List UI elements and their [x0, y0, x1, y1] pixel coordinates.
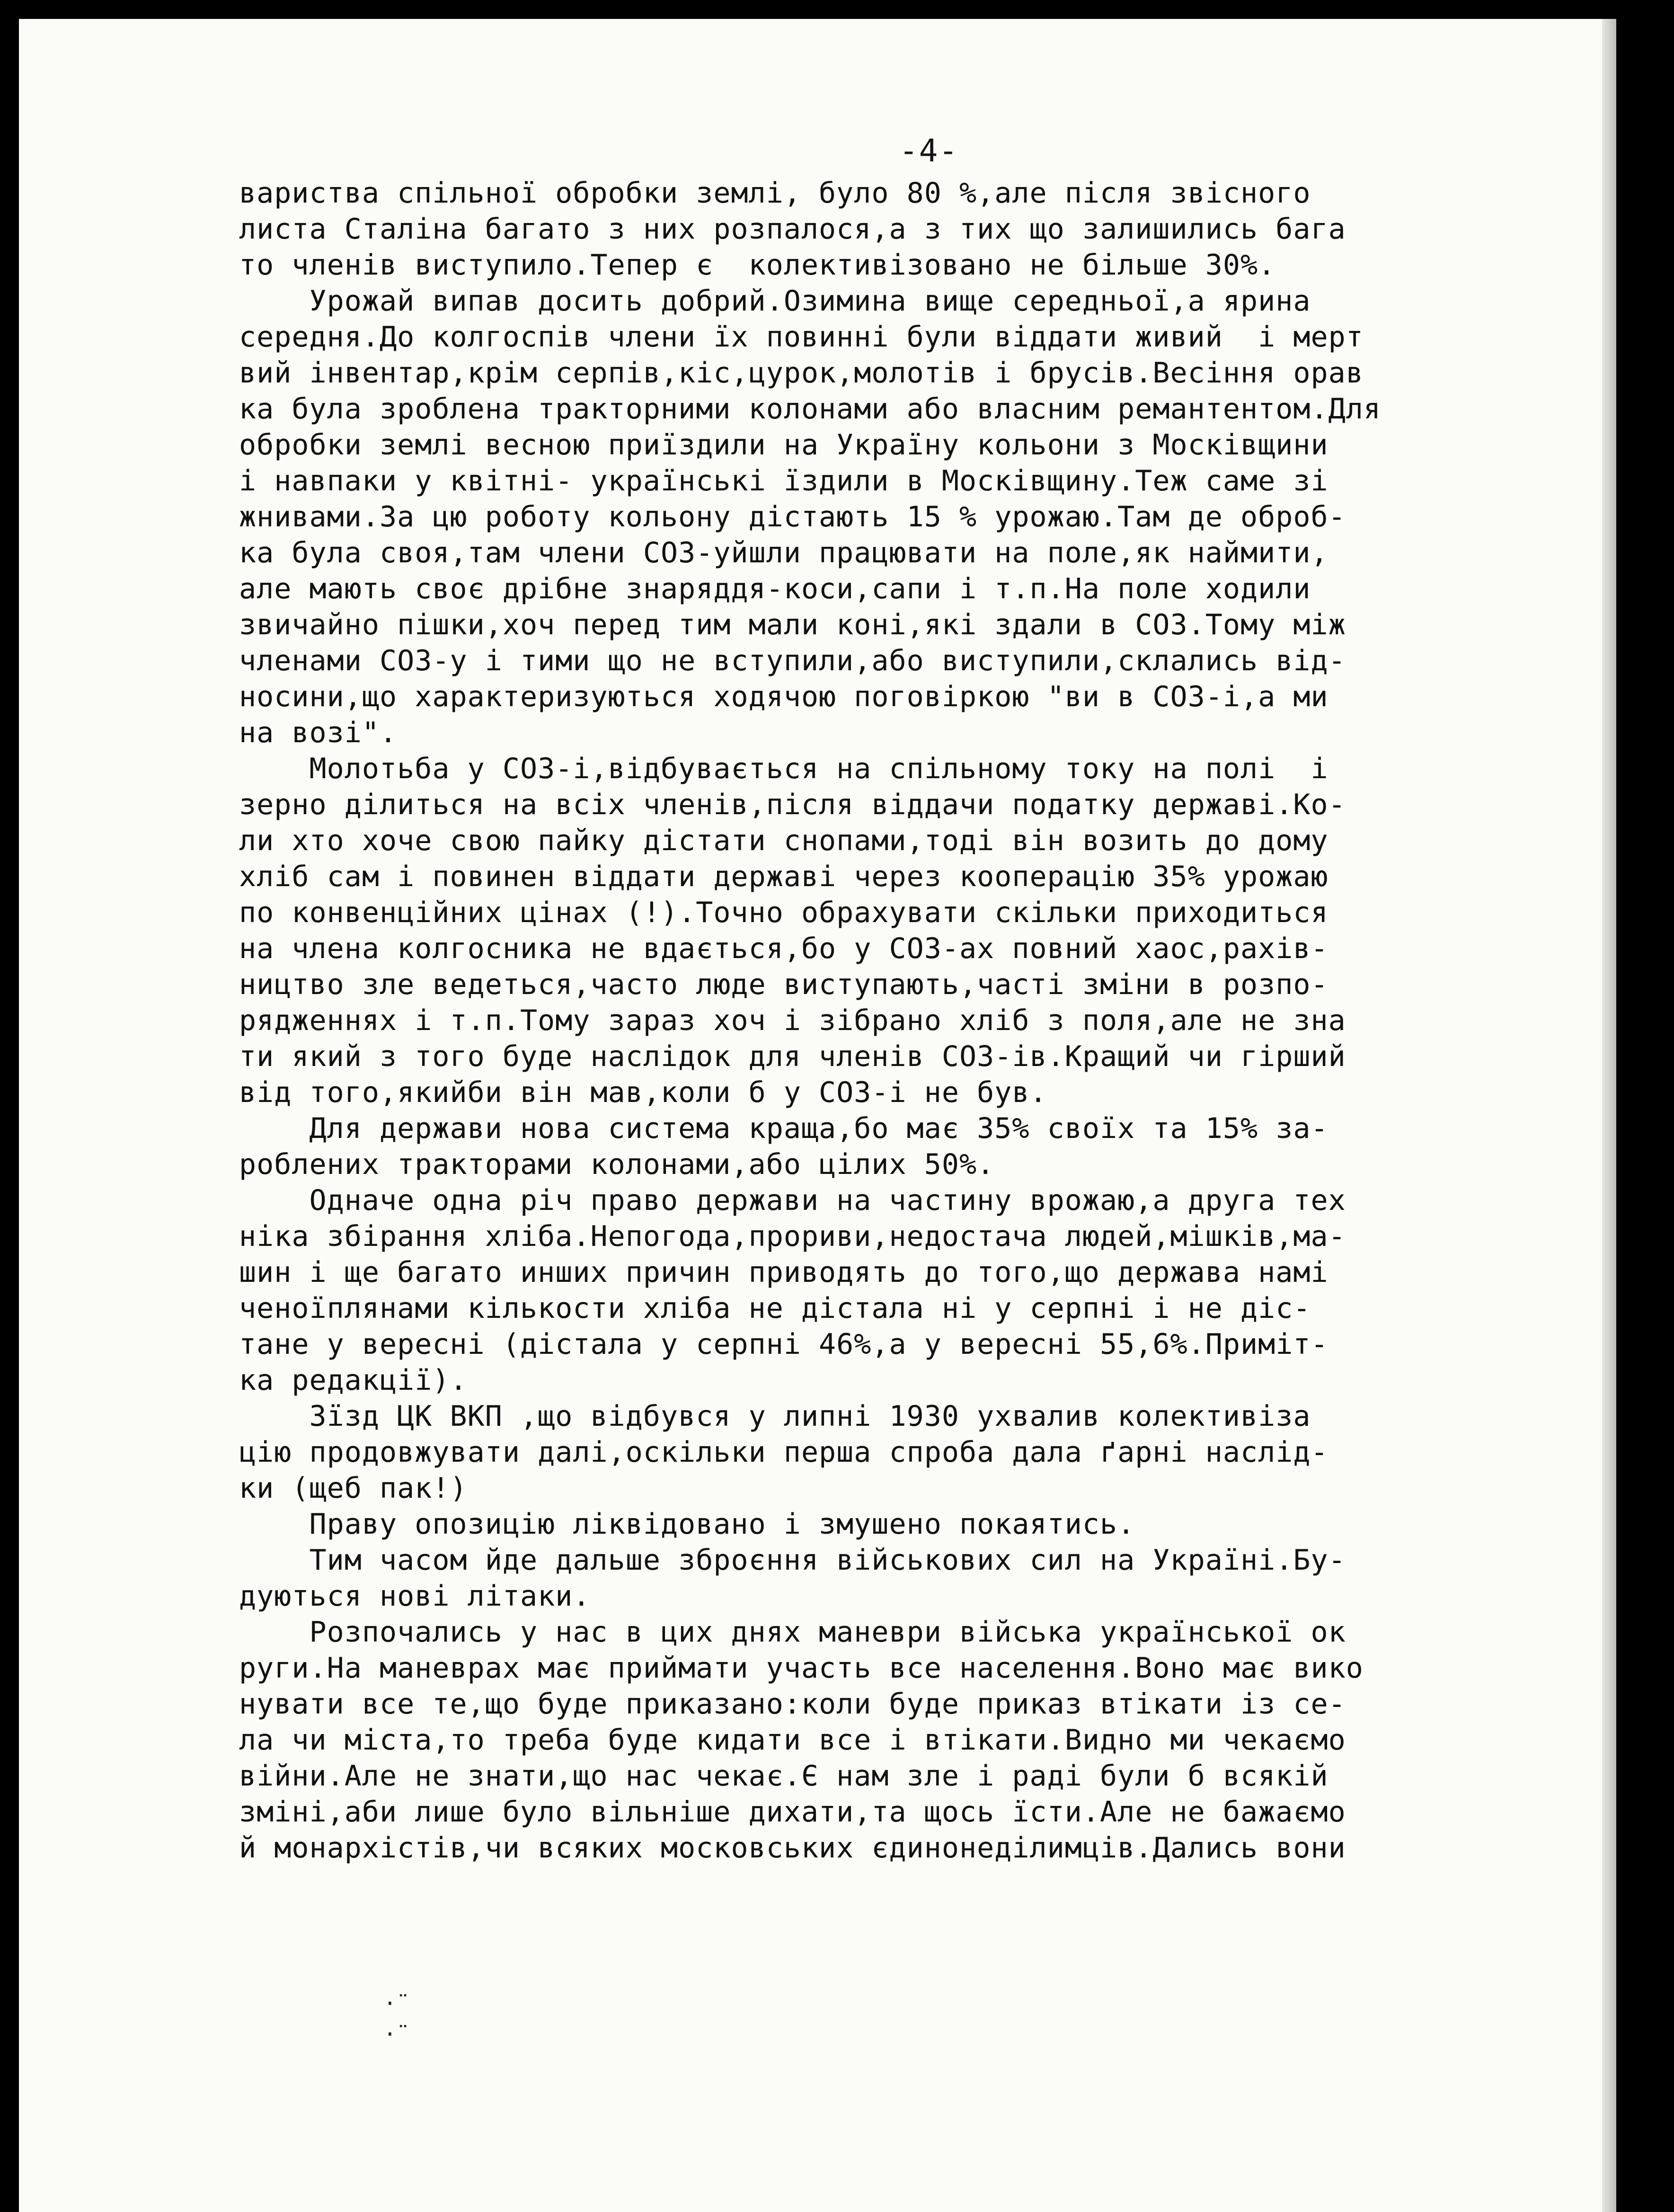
text-line: звичайно пішки,хоч перед тим мали коні,які здали в СОЗ.Тому між: [239, 608, 1346, 641]
text-line: нувати все те,що буде приказано:коли буде приказ втікати із се-: [239, 1688, 1346, 1721]
text-line: й монархістів,чи всяких московських єдинонеділимців.Дались вони: [239, 1831, 1346, 1865]
text-line: листа Сталіна багато з них розпалося,а з тих що залишились бага: [239, 213, 1346, 246]
text-line: середня.До колгоспів члени їх повинні були віддати живий і мерт: [239, 320, 1364, 354]
text-line: від того,якийби він мав,коли б у СОЗ-і не був.: [239, 1076, 1047, 1109]
text-line: дуються нові літаки.: [239, 1580, 591, 1613]
text-line: носини,що характеризуються ходячою поговіркою "ви в СОЗ-і,а ми: [239, 680, 1329, 713]
text-line: ніка збірання хліба.Непогода,прориви,недостача людей,мішків,ма-: [239, 1220, 1346, 1253]
text-line: ли хто хоче свою пайку дістати снопами,тоді він возить до дому: [239, 824, 1329, 857]
text-line: вий інвентар,крім серпів,кіс,цурок,молотів і брусів.Весіння орав: [239, 356, 1364, 390]
text-line: Зїзд ЦК ВКП ,що відбувся у липні 1930 ухвалив колективіза: [239, 1400, 1311, 1433]
text-line: жнивами.За цю роботу кольону дістають 15 % урожаю.Там де оброб-: [239, 500, 1346, 533]
text-line: членами СОЗ-у і тими що не вступили,або виступили,склались від-: [239, 644, 1346, 677]
margin-mark: ·̈: [383, 2021, 397, 2047]
text-line: ки (щеб пак!): [239, 1472, 468, 1505]
text-line: війни.Але не знати,що нас чекає.Є нам зле і раді були б всякій: [239, 1759, 1329, 1793]
text-line: роблених тракторами колонами,або цілих 50%.: [239, 1148, 995, 1181]
text-line: ка була зроблена тракторними колонами або власним ремантентом.Для: [239, 392, 1381, 426]
text-line: ти який з того буде наслідок для членів СОЗ-ів.Кращий чи гірший: [239, 1040, 1346, 1073]
text-line: по конвенційних цінах (!).Точно обрахувати скільки приходиться: [239, 896, 1329, 929]
text-line: обробки землі весною приїздили на Україну кольони з Москівщини: [239, 428, 1329, 462]
text-line: то членів виступило.Тепер є колективізовано не більше 30%.: [239, 249, 1276, 282]
text-line: але мають своє дрібне знаряддя-коси,сапи і т.п.На поле ходили: [239, 572, 1311, 605]
text-line: рядженнях і т.п.Тому зараз хоч і зібрано хліб з поля,але не зна: [239, 1004, 1346, 1037]
scanner-border-top: [0, 0, 1674, 19]
typewritten-text: [239, 175, 1607, 1866]
text-line: на возі".: [239, 716, 398, 749]
text-line: Розпочались у нас в цих днях маневри війська української ок: [239, 1616, 1346, 1649]
text-line: Тим часом йде дальше зброєння військових сил на Україні.Бу-: [239, 1544, 1346, 1577]
text-line: Урожай випав досить добрий.Озимина вище середньої,а ярина: [239, 284, 1311, 318]
text-line: Праву опозицію ліквідовано і змушено покаятись.: [239, 1508, 1135, 1541]
text-line: ка була своя,там члени СОЗ-уйшли працювати на поле,як наймити,: [239, 536, 1329, 569]
text-line: зерно ділиться на всіх членів,після віддачи податку державі.Ко-: [239, 788, 1346, 821]
text-line: на члена колгосника не вдається,бо у СОЗ-ах повний хаос,рахів-: [239, 932, 1329, 965]
text-line: ництво зле ведеться,часто люде виступають,часті зміни в розпо-: [239, 968, 1329, 1001]
text-line: Молотьба у СОЗ-і,відбувається на спільному току на полі і: [239, 752, 1329, 785]
text-line: ка редакції).: [239, 1364, 468, 1397]
scanner-border-right: [1616, 0, 1674, 2212]
scanner-border-left: [0, 0, 19, 2212]
text-line: руги.На маневрах має приймати участь все населення.Воно має вико: [239, 1652, 1364, 1685]
text-line: хліб сам і повинен віддати державі через кооперацію 35% урожаю: [239, 860, 1329, 893]
text-line: вариства спільної обробки землі, було 80 %,але після звісного: [239, 177, 1311, 210]
text-line: цію продовжувати далі,оскільки перша спроба дала ґарні наслід-: [239, 1436, 1329, 1469]
text-line: ченоїплянами кількости хліба не дістала ні у серпні і не діс-: [239, 1292, 1311, 1325]
text-line: Для держави нова система краща,бо має 35% своїх та 15% за-: [239, 1112, 1329, 1145]
text-line: зміні,аби лише було вільніше дихати,та щось їсти.Але не бажаємо: [239, 1795, 1346, 1829]
text-line: тане у вересні (дістала у серпні 46%,а у вересні 55,6%.Приміт-: [239, 1328, 1329, 1361]
text-line: Одначе одна річ право держави на частину врожаю,а друга тех: [239, 1184, 1346, 1217]
text-line: і навпаки у квітні- українські їздили в Москівщину.Теж саме зі: [239, 464, 1329, 497]
text-line: шин і ще багато инших причин приводять до того,що держава намі: [239, 1256, 1329, 1289]
text-line: ла чи міста,то треба буде кидати все і втікати.Видно ми чекаємо: [239, 1723, 1346, 1757]
margin-mark: ·̈: [383, 1990, 397, 2016]
page-number: -4-: [899, 133, 959, 169]
